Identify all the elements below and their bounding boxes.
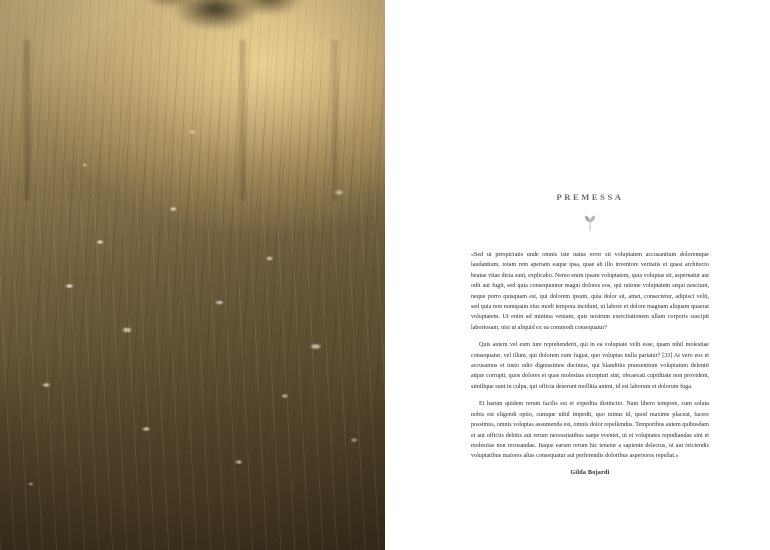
body-paragraph: Et harum quidem rerum facilis est et expedita distinctio. Nam libero tempore, cum soluta nobis est eligendi optio, cumque nihil impedit, quo minus id, quod maxime placeat, facere possimus, omnis voluptas assumenda est, omnis dolor repellendus. Temporibus autem quibusdam et aut officiis debitis aut rerum necessitatibus saepe eveniet, ut et voluptates repudiandae sint et molestiae non recusandae. Itaque earum rerum hic tenetur a sapiente delectus, ut aut reiciendis voluptatibus maiores alias consequatur aut perferendis doloribus asperiores repellat.»: [471, 401, 709, 460]
leaf-sprig-icon: [583, 214, 597, 232]
text-column: [471, 192, 709, 476]
page-title: PREMESSA: [556, 192, 624, 202]
body-paragraph: «Sed ut perspiciatis unde omnis iste natus error sit voluptatem accusantium doloremque laudantium, totam rem aperiam eaque ipsa, quae ab illo inventore veritatis et quasi architecto beatae vitae dicta sunt, explicabo. Nemo enim ipsam voluptatem, quia voluptas sit, aspernatur aut odit aut fugit, sed quia consequuntur magni dolores eos, qui ratione voluptatem sequi nesciunt, neque porro quisquam est, qui dolorem ipsum, quia dolor sit, amet, consectetur, adipisci velit, sed quia non numquam eius modi tempora incidunt, ut labore et dolore magnam aliquam quaerat voluptatem. Ut enim ad minima veniam, quis nostrum exercitationem ullam corporis suscipit laboriosam, nisi ut aliquid ex ea commodi consequatur?: [471, 252, 709, 331]
text-page: [385, 0, 770, 550]
body-paragraph: Quis autem vel eum iure reprehenderit, qui in ea voluptate velit esse, quam nihil molestiae consequatur, vel illum, qui dolorem eum fugiat, quo voluptas nulla pariatur? [33] At vero eos et accusamus et iusto odio dignissimos ducimus, qui blanditiis praesentium voluptatum deleniti atque corrupti, quos dolores et quas molestias excepturi sint, obcaecati cupiditate non provident, similique sunt in culpa, qui officia deserunt mollitia animi, id est laborum et dolorum fuga.: [471, 342, 709, 390]
author-signature: Gilda Bojardi: [570, 468, 610, 476]
